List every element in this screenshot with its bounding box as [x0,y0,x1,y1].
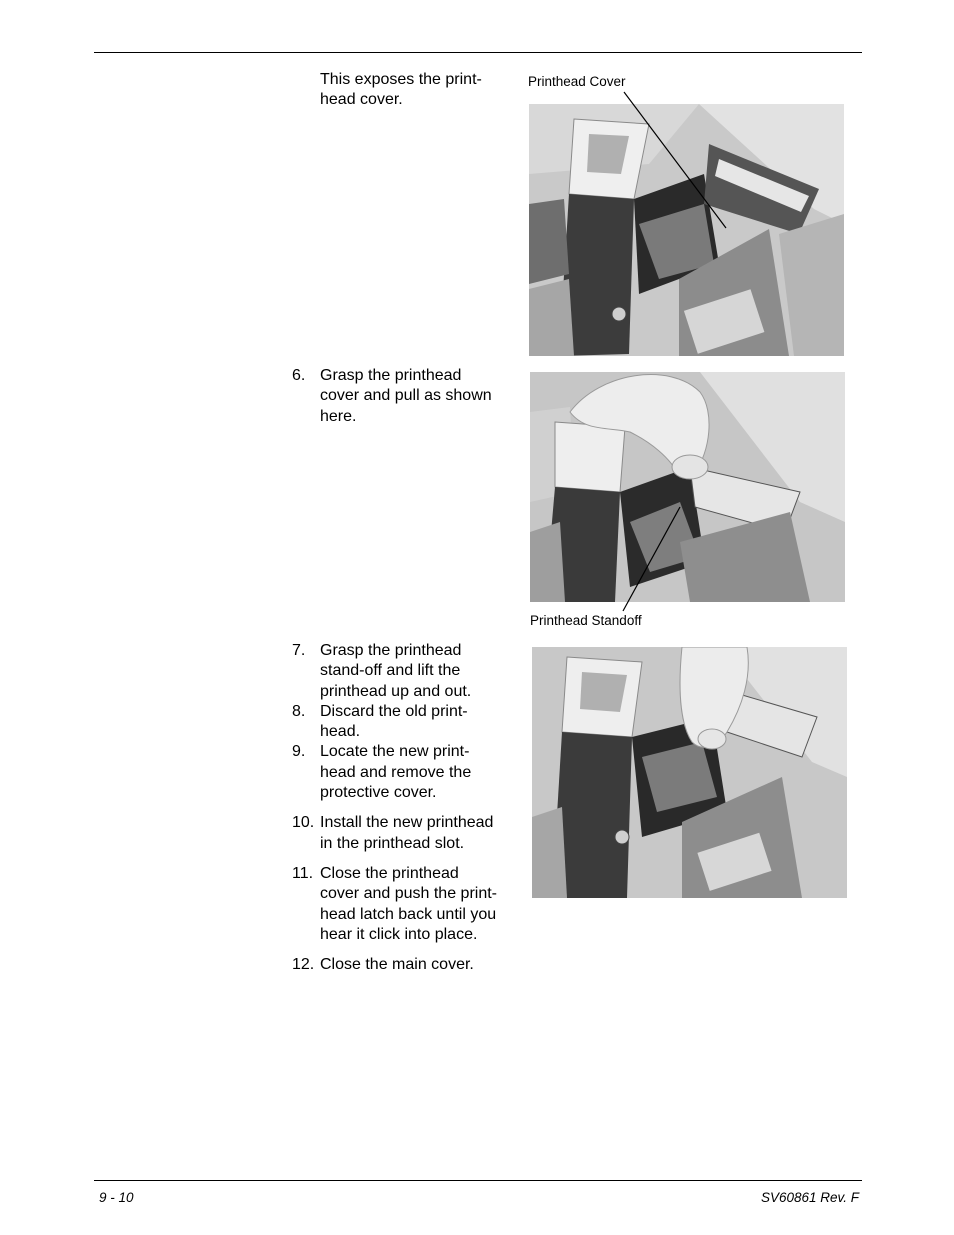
step-number: 9. [292,743,306,761]
step-line: Grasp the printhead [320,642,462,659]
step-line: Install the new printhead [320,814,494,832]
document-revision: SV60861 Rev. F [760,1190,859,1205]
step-line: head and remove the [320,763,472,781]
step-line: in the printhead slot. [320,834,465,852]
step-7 [292,641,517,702]
footer-rule [94,1180,862,1181]
step-line: protective cover. [320,784,437,802]
step-line: Grasp the printhead [320,367,462,384]
header-rule [94,52,862,53]
step-line: Locate the new print- [320,743,470,761]
intro-line: This exposes the print- [320,71,482,88]
step-10 [292,813,517,854]
step-6 [292,366,517,427]
step-line: head. [320,723,361,741]
step-line: stand-off and lift the [320,662,461,680]
photo-printhead-cover-exposed [529,104,844,356]
step-9 [292,742,517,803]
step-line: Close the printhead [320,864,459,882]
step-line: hear it click into place. [320,925,478,943]
printhead-standoff-label: Printhead Standoff [530,613,642,628]
printhead-cover-label: Printhead Cover [528,74,626,89]
step-line: head latch back until you [320,905,497,923]
page-number: 9 - 10 [99,1190,134,1205]
step-11 [292,864,517,945]
step-line: printhead up and out. [320,682,472,700]
step-number: 11. [292,864,314,882]
photo-grasp-printhead-cover [530,372,845,602]
step-8 [292,702,517,743]
step-12 [292,955,517,975]
step-line: here. [320,407,357,425]
step-list [292,641,517,975]
step-line: cover and pull as shown [320,387,492,405]
step-number: 8. [292,702,306,720]
step-number: 12. [292,956,315,974]
intro-paragraph [320,70,510,111]
photo-lift-printhead-out [532,647,847,898]
step-number: 7. [292,642,306,659]
step-line: Discard the old print- [320,702,468,720]
step-line: Close the main cover. [320,956,474,974]
step-number: 6. [292,367,306,384]
step-line: cover and push the print- [320,885,497,903]
intro-line: head cover. [320,91,403,109]
step-number: 10. [292,814,315,832]
